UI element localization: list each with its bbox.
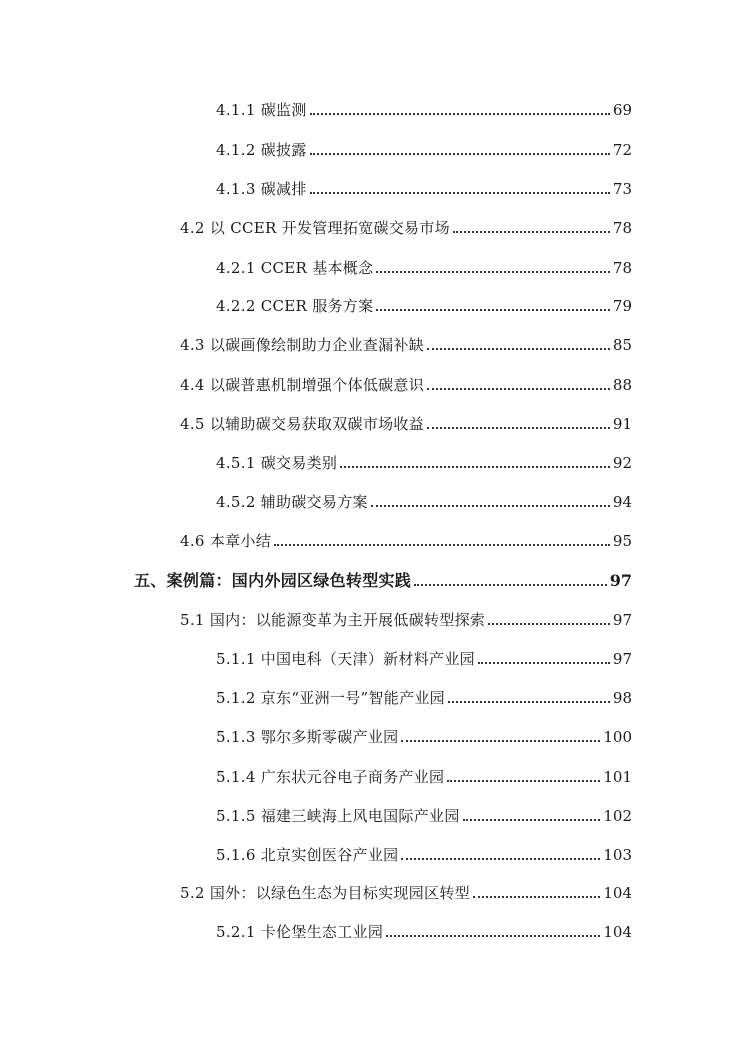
toc-leader-dots <box>371 505 610 507</box>
toc-entry-page: 104 <box>603 884 632 902</box>
toc-entry-page: 102 <box>603 807 632 825</box>
toc-entry-page: 85 <box>612 336 632 354</box>
toc-entry[interactable] <box>180 607 632 629</box>
toc-entry[interactable] <box>216 255 632 277</box>
toc-entry-title: 4.5.1 碳交易类别 <box>216 454 338 472</box>
toc-entry[interactable] <box>180 372 632 394</box>
toc-entry-title: 5.2.1 卡伦堡生态工业园 <box>216 923 384 941</box>
toc-entry[interactable] <box>216 842 632 864</box>
toc-leader-dots <box>310 153 610 155</box>
toc-leader-dots <box>376 271 610 273</box>
toc-entry[interactable] <box>216 803 632 825</box>
toc-entry-title: 4.6 本章小结 <box>180 532 272 550</box>
toc-entry-page: 78 <box>612 219 632 237</box>
toc-entry-page: 97 <box>612 650 632 668</box>
toc-leader-dots <box>274 544 610 546</box>
toc-leader-dots <box>427 348 610 350</box>
toc-entry[interactable] <box>180 411 632 433</box>
toc-entry-title: 4.3 以碳画像绘制助力企业查漏补缺 <box>180 336 425 354</box>
toc-entry-title: 5.1.4 广东状元谷电子商务产业园 <box>216 768 445 786</box>
toc-entry[interactable] <box>180 880 632 902</box>
toc-entry-page: 69 <box>612 101 632 119</box>
toc-entry-title: 4.5.2 辅助碳交易方案 <box>216 493 368 511</box>
toc-leader-dots <box>453 231 610 233</box>
toc-entry[interactable] <box>216 489 632 511</box>
toc-entry-title: 5.1.3 鄂尔多斯零碳产业园 <box>216 728 399 746</box>
toc-entry[interactable] <box>216 293 632 315</box>
toc-entry-title: 5.1.1 中国电科（天津）新材料产业园 <box>216 650 475 668</box>
toc-entry-title: 5.1.2 京东“亚洲一号”智能产业园 <box>216 689 445 707</box>
toc-leader-dots <box>310 192 610 194</box>
toc-entry-title: 4.5 以辅助碳交易获取双碳市场收益 <box>180 415 425 433</box>
toc-leader-dots <box>427 427 610 429</box>
toc-entry-page: 79 <box>612 297 632 315</box>
toc-entry-page: 103 <box>603 846 632 864</box>
toc-entry[interactable] <box>180 528 632 550</box>
toc-entry-title: 4.1.2 碳披露 <box>216 141 307 159</box>
toc-entry[interactable] <box>180 215 632 237</box>
toc-entry[interactable] <box>216 764 632 786</box>
toc-leader-dots <box>376 309 610 311</box>
toc-entry-title: 4.2.2 CCER 服务方案 <box>216 297 374 315</box>
toc-entry-title: 4.4 以碳普惠机制增强个体低碳意识 <box>180 376 425 394</box>
toc-leader-dots <box>427 388 610 390</box>
toc-entry[interactable] <box>216 724 632 746</box>
toc-entry[interactable] <box>134 568 632 590</box>
toc-leader-dots <box>340 466 610 468</box>
toc-leader-dots <box>414 584 607 586</box>
toc-leader-dots <box>386 935 600 937</box>
toc-leader-dots <box>463 819 601 821</box>
toc-entry[interactable] <box>216 450 632 472</box>
toc-entry[interactable] <box>216 646 632 668</box>
toc-entry-title: 4.1.3 碳减排 <box>216 180 307 198</box>
toc-entry-title: 5.1.5 福建三峡海上风电国际产业园 <box>216 807 460 825</box>
toc-leader-dots <box>488 623 610 625</box>
toc-entry[interactable] <box>216 97 632 119</box>
toc-entry-page: 104 <box>603 923 632 941</box>
toc-entry-page: 101 <box>603 768 632 786</box>
toc-entry[interactable] <box>180 332 632 354</box>
toc-entry-page: 91 <box>612 415 632 433</box>
toc-leader-dots <box>447 780 600 782</box>
toc-entry-page: 97 <box>612 611 632 629</box>
toc-entry-page: 100 <box>603 728 632 746</box>
toc-entry-page: 78 <box>612 259 632 277</box>
toc-leader-dots <box>473 896 600 898</box>
toc-entry-page: 95 <box>612 532 632 550</box>
toc-entry-title: 4.1.1 碳监测 <box>216 101 307 119</box>
toc-entry-page: 72 <box>612 141 632 159</box>
toc-entry-title: 4.2 以 CCER 开发管理拓宽碳交易市场 <box>180 219 450 237</box>
toc-entry-page: 73 <box>612 180 632 198</box>
toc-entry[interactable] <box>216 176 632 198</box>
toc-entry-title: 5.1 国内：以能源变革为主开展低碳转型探索 <box>180 611 486 629</box>
toc-leader-dots <box>310 113 610 115</box>
toc-entry-page: 97 <box>609 571 632 590</box>
toc-entry[interactable] <box>216 685 632 707</box>
toc-entry-page: 88 <box>612 376 632 394</box>
toc-leader-dots <box>478 662 610 664</box>
toc-entry-title: 5.1.6 北京实创医谷产业园 <box>216 846 399 864</box>
toc-entry-title: 5.2 国外：以绿色生态为目标实现园区转型 <box>180 884 470 902</box>
toc-entry-title: 五、案例篇：国内外园区绿色转型实践 <box>134 571 412 590</box>
toc-leader-dots <box>448 701 610 703</box>
toc-leader-dots <box>401 740 600 742</box>
toc-entry[interactable] <box>216 137 632 159</box>
toc-entry-page: 98 <box>612 689 632 707</box>
toc-entry-page: 92 <box>612 454 632 472</box>
toc-leader-dots <box>401 858 600 860</box>
toc-entry-title: 4.2.1 CCER 基本概念 <box>216 259 374 277</box>
toc-entry[interactable] <box>216 919 632 941</box>
toc-entry-page: 94 <box>612 493 632 511</box>
